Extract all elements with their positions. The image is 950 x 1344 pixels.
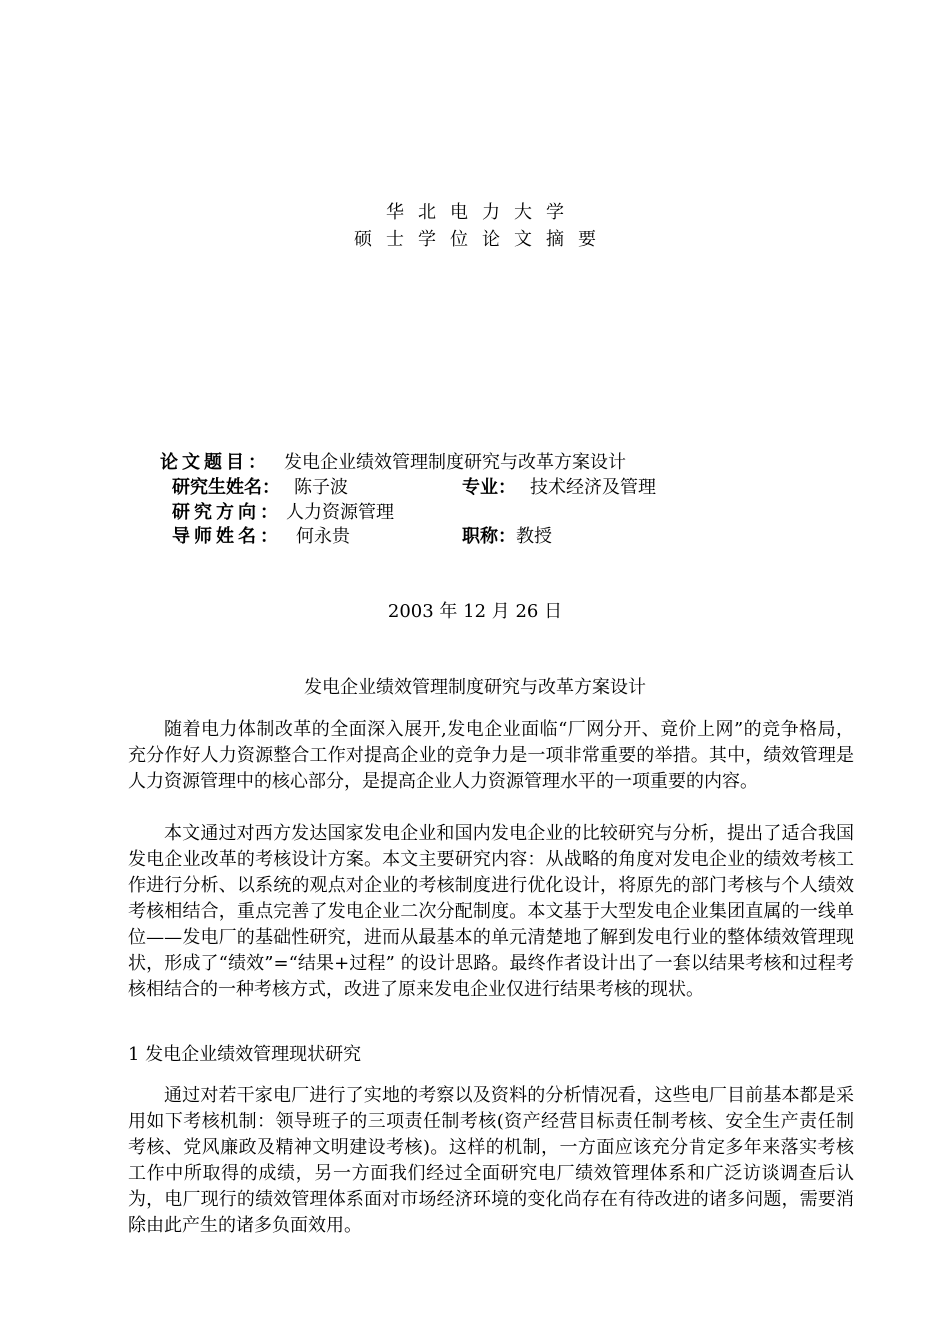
rank-row — [462, 522, 552, 548]
major-value: 技术经济及管理 — [530, 477, 656, 498]
thesis-title-label: 论文题目： — [160, 452, 270, 473]
advisor-value: 何永贵 — [296, 526, 350, 547]
abstract-paragraph-1: 随着电力体制改革的全面深入展开,发电企业面临“厂网分开、竟价上网”的竞争格局，充分作好人力资源整合工作对提高企业的竞争力是一项非常重要的举措。其中，绩效管理是人力资源管理中的核心部分，是提高企业人力资源管理水平的一项重要的内容。 — [128, 719, 854, 792]
section-paragraph-1: 通过对若干家电厂进行了实地的考察以及资料的分析情况看，这些电厂目前基本都是采用如下考核机制：领导班子的三项责任制考核(资产经营目标责任制考核、安全生产责任制考核、党风廉政及精神文明建设考核)。这样的机制，一方面应该充分肯定多年来落实考核工作中所取得的成绩，另一方面我们经过全面研究电厂绩效管理体系和广泛访谈调查后认为，电厂现行的绩效管理体系面对市场经济环境的变化尚存在有待改进的诸多问题，需要消除由此产生的诸多负面效用。 — [128, 1085, 854, 1236]
rank-label: 职称： — [462, 526, 516, 547]
university-name: 华北电力大学 — [386, 202, 578, 223]
major-label: 专业： — [462, 477, 516, 498]
direction-row — [172, 498, 394, 524]
student-value: 陈子波 — [294, 477, 348, 498]
major-row — [462, 473, 656, 499]
advisor-label: 导师姓名： — [172, 526, 282, 547]
direction-value: 人力资源管理 — [286, 502, 394, 523]
direction-label: 研究方向： — [172, 502, 282, 523]
thesis-title-row — [160, 448, 626, 474]
student-label: 研究生姓名： — [172, 477, 280, 498]
document-type: 硕士学位论文摘要 — [354, 229, 610, 250]
rank-value: 教授 — [516, 526, 552, 547]
student-row — [172, 473, 348, 499]
date: 2003 年 12 月 26 日 — [387, 601, 563, 622]
section-heading: 1 发电企业绩效管理现状研究 — [128, 1044, 362, 1065]
abstract-paragraph-2: 本文通过对西方发达国家发电企业和国内发电企业的比较研究与分析，提出了适合我国发电企业改革的考核设计方案。本文主要研究内容：从战略的角度对发电企业的绩效考核工作进行分析、以系统的观点对企业的考核制度进行优化设计，将原先的部门考核与个人绩效考核相结合，重点完善了发电企业二次分配制度。本文基于大型发电企业集团直属的一线单位——发电厂的基础性研究，进而从最基本的单元清楚地了解到发电行业的整体绩效管理现状，形成了“绩效”=“结果+过程” 的设计思路。最终作者设计出了一套以结果考核和过程考核相结合的一种考核方式，改进了原来发电企业仅进行结果考核的现状。 — [128, 823, 854, 1000]
abstract-title: 发电企业绩效管理制度研究与改革方案设计 — [304, 677, 646, 698]
thesis-title-value: 发电企业绩效管理制度研究与改革方案设计 — [284, 452, 626, 473]
advisor-row — [172, 522, 350, 548]
